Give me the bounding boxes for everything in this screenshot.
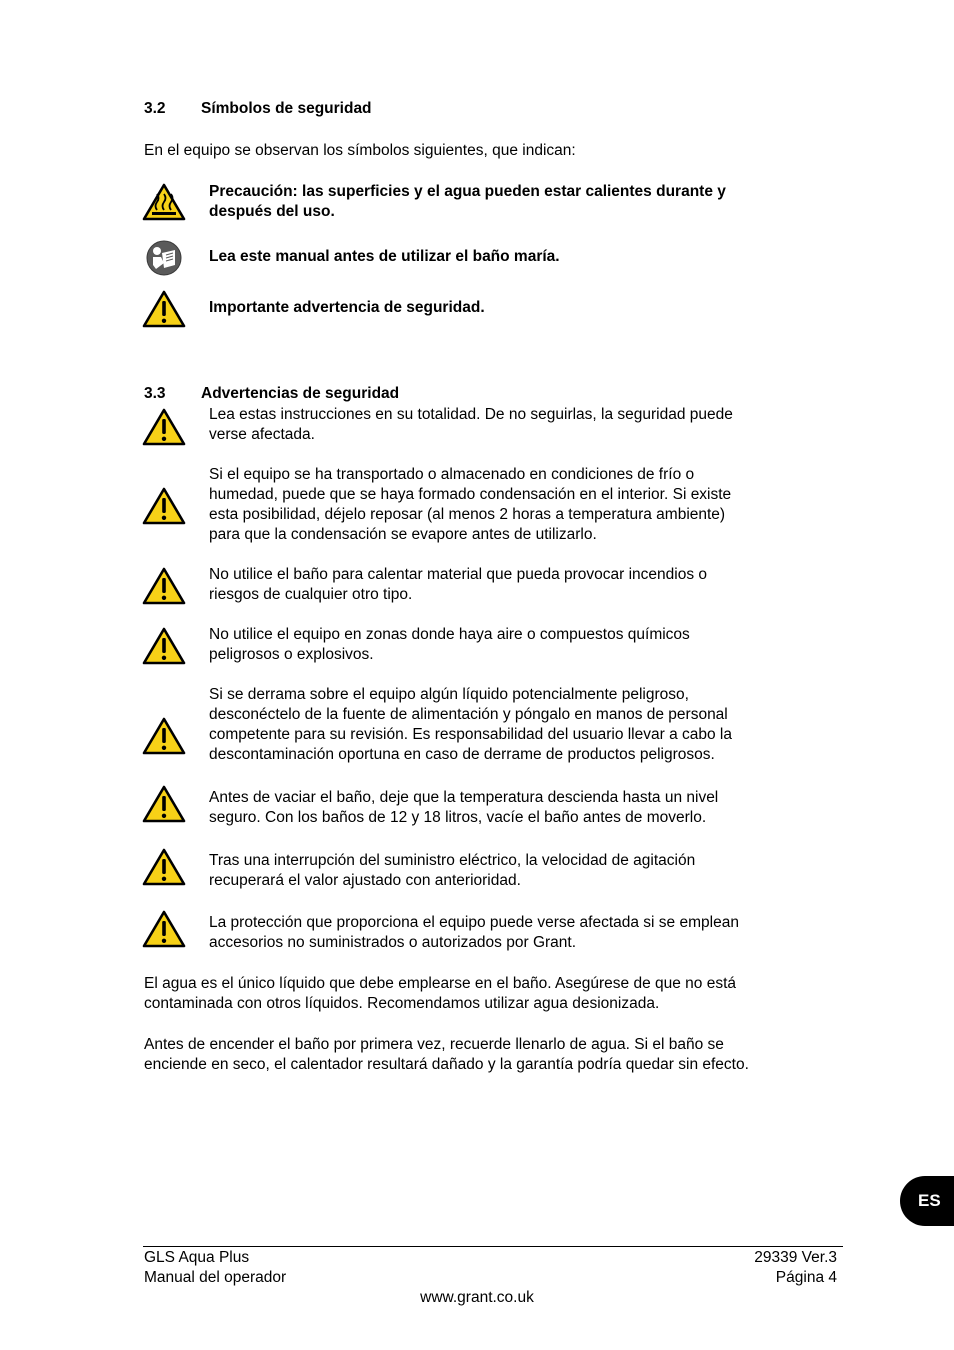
warning-text: Si el equipo se ha transportado o almacenado en condiciones de frío o humedad, puede que se haya formado condensación en el interior. Si existe esta posibilidad, déjelo reposar (al menos 2 horas a temperatura ambiente) para que la condensación se evapore antes de utilizarlo.: [209, 466, 732, 543]
section-number: 3.2: [144, 100, 166, 117]
intro-text: En el equipo se observan los símbolos siguientes, que indican:: [144, 142, 576, 159]
warning-text: Lea estas instrucciones en su totalidad. De no seguirlas, la seguridad puede verse afectada.: [209, 406, 733, 443]
warning-triangle-icon: [142, 290, 186, 328]
warning-triangle-icon: [142, 627, 186, 665]
warning-text: La protección que proporciona el equipo puede verse afectada si se emplean accesorios no suministrados o autorizados por Grant.: [209, 914, 739, 951]
section-title: Símbolos de seguridad: [201, 100, 372, 117]
footer-manual: Manual del operador: [144, 1269, 287, 1286]
symbol-text: Precaución: las superficies y el agua pueden estar calientes durante y después del uso.: [209, 183, 726, 220]
warning-text: Si se derrama sobre el equipo algún líquido potencialmente peligroso, desconéctelo de la fuente de alimentación y póngalo en manos de personal competente para su revisión. Es responsabilidad del usuario llevar a cabo la descontaminación oportuna en caso de derrame de productos peligrosos.: [209, 686, 732, 763]
section-title: Advertencias de seguridad: [201, 385, 400, 402]
warning-triangle-icon: [142, 567, 186, 605]
footer-divider: [143, 1246, 843, 1247]
footer-website[interactable]: www.grant.co.uk: [420, 1289, 534, 1306]
warning-triangle-icon: [142, 910, 186, 948]
warning-text: No utilice el baño para calentar material que pueda provocar incendios o riesgos de cualquier otro tipo.: [209, 566, 708, 603]
section-number: 3.3: [144, 385, 166, 402]
footer-product: GLS Aqua Plus: [144, 1249, 250, 1266]
closing-paragraph: Antes de encender el baño por primera vez, recuerde llenarlo de agua. Si el baño se enciende en seco, el calentador resultará dañado y la garantía podría quedar sin efecto.: [144, 1036, 749, 1073]
warning-text: No utilice el equipo en zonas donde haya aire o compuestos químicos peligrosos o explosivos.: [209, 626, 690, 663]
warning-triangle-icon: [142, 785, 186, 823]
warning-triangle-icon: [142, 717, 186, 755]
hot-surface-warning-icon: [142, 183, 186, 221]
read-manual-icon: [142, 239, 186, 277]
warning-triangle-icon: [142, 408, 186, 446]
symbol-text: Lea este manual antes de utilizar el baño maría.: [209, 248, 560, 265]
closing-paragraph: El agua es el único líquido que debe emplearse en el baño. Asegúrese de que no está contaminada con otros líquidos. Recomendamos utilizar agua desionizada.: [144, 975, 737, 1012]
footer-page-number: Página 4: [775, 1269, 837, 1286]
warning-text: Tras una interrupción del suministro eléctrico, la velocidad de agitación recuperará el valor ajustado con anterioridad.: [209, 852, 696, 889]
footer-doc-version: 29339 Ver.3: [754, 1249, 837, 1266]
warning-triangle-icon: [142, 487, 186, 525]
language-tab: ES: [900, 1176, 954, 1226]
warning-text: Antes de vaciar el baño, deje que la temperatura descienda hasta un nivel seguro. Con los baños de 12 y 18 litros, vacíe el baño antes de moverlo.: [209, 789, 719, 826]
symbol-text: Importante advertencia de seguridad.: [209, 299, 485, 316]
warning-triangle-icon: [142, 848, 186, 886]
